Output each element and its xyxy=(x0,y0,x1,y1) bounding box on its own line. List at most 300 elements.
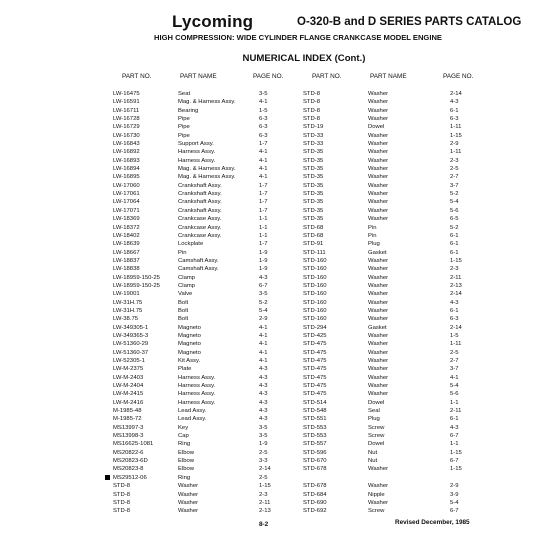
cell-part-no-2: STD-35 xyxy=(303,191,324,198)
cell-part-no-2: STD-475 xyxy=(303,349,327,356)
table-row xyxy=(0,432,550,440)
cell-part-no: LW-18959-150-25 xyxy=(113,282,160,289)
cell-page-no: 3-5 xyxy=(259,433,268,440)
cell-page-no: 1-1 xyxy=(259,216,268,223)
table-row xyxy=(0,407,550,415)
cell-part-no: MS13998-3 xyxy=(113,433,144,440)
cell-part-no-2: STD-33 xyxy=(303,141,324,148)
cell-page-no: 6-7 xyxy=(259,282,268,289)
cell-part-name: Harness Assy. xyxy=(178,399,216,406)
cell-part-no-2: STD-111 xyxy=(303,249,326,256)
cell-page-no-2: 6-7 xyxy=(450,433,459,440)
cell-part-no: LW-M-2375 xyxy=(113,366,144,373)
cell-part-name: Harness Assy. xyxy=(178,157,216,164)
table-row xyxy=(0,449,550,457)
cell-part-no: LW-31H.75 xyxy=(113,307,143,314)
cell-part-name: Crankshaft Assy. xyxy=(178,199,222,206)
cell-page-no: 4-3 xyxy=(259,383,268,390)
cell-part-no: STD-8 xyxy=(113,508,131,515)
cell-part-no-2: STD-160 xyxy=(303,299,327,306)
catalog-title: O-320-B and D SERIES PARTS CATALOG xyxy=(297,16,522,28)
cell-part-no: LW-16729 xyxy=(113,124,140,131)
cell-part-no-2: STD-35 xyxy=(303,166,324,173)
cell-part-name: Elbow xyxy=(178,466,195,473)
cell-part-name-2: Screw xyxy=(368,433,385,440)
cell-page-no-2: 2-11 xyxy=(450,408,462,415)
table-row xyxy=(0,232,550,240)
cell-part-name-2: Washer xyxy=(368,141,389,148)
cell-part-name: Harness Assy. xyxy=(178,383,216,390)
cell-part-name: Crankshaft Assy. xyxy=(178,207,222,214)
cell-page-no: 1-7 xyxy=(259,199,268,206)
table-row xyxy=(0,290,550,298)
cell-part-no-2: STD-160 xyxy=(303,291,327,298)
cell-part-no: LW-18959-150-25 xyxy=(113,274,160,281)
cell-part-no-2: STD-160 xyxy=(303,316,327,323)
cell-page-no-2: 1-15 xyxy=(450,449,462,456)
cell-part-no: LW-M-2404 xyxy=(113,383,144,390)
cell-part-name-2: Nut xyxy=(368,458,378,465)
table-row xyxy=(0,315,550,323)
table-row xyxy=(0,465,550,473)
table-row xyxy=(0,115,550,123)
table-row xyxy=(0,324,550,332)
table-row xyxy=(0,332,550,340)
cell-page-no-2: 5-6 xyxy=(450,391,459,398)
column-headers xyxy=(0,73,550,85)
cell-part-name: Pipe xyxy=(178,124,190,131)
table-row xyxy=(0,90,550,98)
cell-part-name: Camshaft Assy. xyxy=(178,266,219,273)
cell-part-name: Elbow xyxy=(178,458,195,465)
table-row xyxy=(0,265,550,273)
cell-page-no-2: 2-9 xyxy=(450,483,459,490)
cell-part-no-2: STD-684 xyxy=(303,491,327,498)
cell-page-no-2: 6-7 xyxy=(450,458,459,465)
cell-part-name-2: Dowel xyxy=(368,441,385,448)
cell-part-name: Ring xyxy=(178,441,191,448)
table-row xyxy=(0,365,550,373)
cell-page-no-2: 1-1 xyxy=(450,399,459,406)
table-row xyxy=(0,123,550,131)
cell-part-name: Valve xyxy=(178,291,193,298)
cell-page-no-2: 2-3 xyxy=(450,266,459,273)
cell-part-no: MS16625-1081 xyxy=(113,441,154,448)
cell-part-name: Washer xyxy=(178,499,199,506)
table-row xyxy=(0,507,550,515)
cell-part-name-2: Screw xyxy=(368,508,385,515)
cell-part-name: Support Assy. xyxy=(178,141,214,148)
cell-page-no-2: 2-5 xyxy=(450,166,459,173)
cell-part-no-2: STD-425 xyxy=(303,332,327,339)
cell-page-no-2: 5-2 xyxy=(450,191,459,198)
table-row xyxy=(0,415,550,423)
cell-part-name: Seat xyxy=(178,91,191,97)
cell-part-no: MS29512-06 xyxy=(113,474,147,481)
parts-index-table xyxy=(0,90,550,516)
cell-page-no: 2-11 xyxy=(259,499,271,506)
cell-page-no-2: 6-1 xyxy=(450,307,459,314)
cell-page-no-2: 1-15 xyxy=(450,257,462,264)
cell-page-no-2: 6-5 xyxy=(450,216,459,223)
cell-part-name-2: Washer xyxy=(368,99,389,106)
cell-part-no: LW-16894 xyxy=(113,166,140,173)
cell-part-no-2: STD-514 xyxy=(303,399,327,406)
cell-part-no-2: STD-160 xyxy=(303,257,327,264)
table-row xyxy=(0,215,550,223)
cell-part-no: LW-16711 xyxy=(113,107,140,114)
cell-part-name: Crankshaft Assy. xyxy=(178,191,222,198)
cell-part-no-2: STD-8 xyxy=(303,91,321,97)
cell-page-no-2: 1-11 xyxy=(450,341,462,348)
cell-part-name: Magneto xyxy=(178,341,201,348)
cell-part-no: LW-M-2403 xyxy=(113,374,144,381)
cell-part-no-2: STD-68 xyxy=(303,224,324,231)
cell-page-no-2: 2-7 xyxy=(450,358,459,364)
cell-part-name: Harness Assy. xyxy=(178,374,216,381)
cell-page-no: 3-5 xyxy=(259,424,268,431)
cell-part-name-2: Washer xyxy=(368,374,389,381)
cell-part-no: LW-17071 xyxy=(113,207,140,214)
cell-part-no: LW-349365-3 xyxy=(113,332,149,339)
cell-part-no-2: STD-35 xyxy=(303,149,324,156)
cell-page-no-2: 2-13 xyxy=(450,282,462,289)
cell-part-name-2: Washer xyxy=(368,499,389,506)
cell-part-no: LW-16728 xyxy=(113,116,140,123)
table-row xyxy=(0,349,550,357)
cell-part-no: LW-17064 xyxy=(113,199,140,206)
cell-part-name: Key xyxy=(178,424,189,431)
cell-part-no-2: STD-553 xyxy=(303,424,327,431)
cell-page-no-2: 6-3 xyxy=(450,316,459,323)
cell-page-no-2: 4-3 xyxy=(450,299,459,306)
cell-part-no-2: STD-8 xyxy=(303,99,321,106)
table-row xyxy=(0,474,550,482)
cell-part-no: LW-31H.75 xyxy=(113,299,143,306)
cell-part-no-2: STD-35 xyxy=(303,207,324,214)
cell-part-no-2: STD-35 xyxy=(303,216,324,223)
cell-page-no: 1-7 xyxy=(259,191,268,198)
cell-part-name: Lead Assy. xyxy=(178,416,207,423)
cell-part-name-2: Plug xyxy=(368,416,380,423)
cell-part-name: Camshaft Assy. xyxy=(178,257,219,264)
cell-part-name-2: Washer xyxy=(368,307,389,314)
cell-part-name: Lockplate xyxy=(178,241,204,248)
cell-page-no: 2-3 xyxy=(259,491,268,498)
cell-part-no-2: STD-678 xyxy=(303,466,327,473)
cell-part-name-2: Washer xyxy=(368,191,389,198)
cell-page-no: 5-4 xyxy=(259,307,268,314)
cell-page-no-2: 4-3 xyxy=(450,424,459,431)
header-part-no: PART NO. xyxy=(122,73,152,80)
cell-part-name-2: Washer xyxy=(368,274,389,281)
cell-part-no: M-1985-72 xyxy=(113,416,142,423)
cell-part-no: LW-16893 xyxy=(113,157,140,164)
cell-part-name-2: Pin xyxy=(368,232,377,239)
cell-part-no-2: STD-553 xyxy=(303,433,327,440)
table-row xyxy=(0,190,550,198)
cell-part-name: Mag. & Harness Assy. xyxy=(178,166,236,173)
cell-page-no-2: 1-15 xyxy=(450,466,462,473)
header-page-no: PAGE NO. xyxy=(253,73,284,80)
cell-page-no-2: 2-5 xyxy=(450,349,459,356)
cell-page-no-2: 6-7 xyxy=(450,508,459,515)
cell-part-no: LW-51360-29 xyxy=(113,341,149,348)
cell-page-no: 1-9 xyxy=(259,257,268,264)
cell-part-no-2: STD-35 xyxy=(303,182,324,189)
cell-part-no-2: STD-33 xyxy=(303,132,324,139)
cell-part-name-2: Washer xyxy=(368,157,389,164)
cell-part-name-2: Dowel xyxy=(368,399,385,406)
table-row xyxy=(0,182,550,190)
cell-part-name-2: Washer xyxy=(368,116,389,123)
cell-page-no: 3-5 xyxy=(259,91,268,97)
cell-part-name-2: Washer xyxy=(368,182,389,189)
cell-part-name-2: Washer xyxy=(368,174,389,181)
cell-page-no-2: 2-11 xyxy=(450,274,462,281)
cell-page-no-2: 3-7 xyxy=(450,182,459,189)
cell-part-no-2: STD-91 xyxy=(303,241,324,248)
cell-part-no: LW-M-2416 xyxy=(113,399,144,406)
cell-part-name-2: Washer xyxy=(368,199,389,206)
cell-part-no-2: STD-596 xyxy=(303,449,327,456)
cell-part-name-2: Washer xyxy=(368,166,389,173)
cell-part-no: STD-8 xyxy=(113,483,131,490)
cell-part-no-2: STD-475 xyxy=(303,358,327,364)
cell-part-name: Crankcase Assy. xyxy=(178,224,222,231)
cell-part-name-2: Washer xyxy=(368,341,389,348)
cell-page-no: 6-3 xyxy=(259,116,268,123)
cell-page-no-2: 2-14 xyxy=(450,91,462,97)
cell-page-no: 1-5 xyxy=(259,107,268,114)
table-row xyxy=(0,249,550,257)
cell-page-no-2: 6-1 xyxy=(450,107,459,114)
brand-title: Lycoming xyxy=(172,12,254,31)
cell-part-no-2: STD-475 xyxy=(303,374,327,381)
cell-page-no: 2-14 xyxy=(259,466,271,473)
cell-part-name: Crankcase Assy. xyxy=(178,232,222,239)
cell-part-no: LW-18838 xyxy=(113,266,140,273)
cell-part-name-2: Washer xyxy=(368,216,389,223)
cell-page-no: 3-3 xyxy=(259,458,268,465)
cell-page-no: 2-13 xyxy=(259,508,271,515)
cell-page-no: 4-1 xyxy=(259,358,268,364)
cell-part-no: LW-18837 xyxy=(113,257,140,264)
cell-page-no-2: 2-3 xyxy=(450,157,459,164)
table-row xyxy=(0,274,550,282)
cell-part-name: Crankcase Assy. xyxy=(178,216,222,223)
table-row xyxy=(0,282,550,290)
cell-part-no-2: STD-8 xyxy=(303,107,321,114)
cell-page-no: 1-9 xyxy=(259,249,268,256)
cell-page-no: 4-3 xyxy=(259,391,268,398)
revision-note: Revised December, 1985 xyxy=(395,519,470,526)
cell-part-name-2: Gasket xyxy=(368,324,387,331)
table-row xyxy=(0,482,550,490)
cell-part-no-2: STD-160 xyxy=(303,266,327,273)
cell-part-name-2: Washer xyxy=(368,466,389,473)
table-row xyxy=(0,98,550,106)
cell-page-no: 2-9 xyxy=(259,316,268,323)
cell-part-name: Bolt xyxy=(178,307,189,314)
cell-part-no-2: STD-160 xyxy=(303,282,327,289)
cell-part-name: Ring xyxy=(178,474,191,481)
table-row xyxy=(0,374,550,382)
cell-part-no-2: STD-19 xyxy=(303,124,324,131)
table-row xyxy=(0,307,550,315)
table-row xyxy=(0,173,550,181)
cell-page-no: 6-3 xyxy=(259,132,268,139)
cell-page-no: 4-1 xyxy=(259,157,268,164)
cell-part-no-2: STD-160 xyxy=(303,307,327,314)
cell-part-name-2: Plug xyxy=(368,241,380,248)
cell-page-no: 2-5 xyxy=(259,474,268,481)
cell-part-name: Pin xyxy=(178,249,187,256)
cell-page-no: 1-7 xyxy=(259,141,268,148)
cell-part-no: MS13997-3 xyxy=(113,424,144,431)
cell-part-no-2: STD-692 xyxy=(303,508,327,515)
cell-page-no-2: 6-1 xyxy=(450,232,459,239)
cell-part-name-2: Nipple xyxy=(368,491,385,498)
cell-page-no-2: 5-2 xyxy=(450,224,459,231)
cell-page-no: 4-3 xyxy=(259,366,268,373)
table-row xyxy=(0,240,550,248)
cell-part-no-2: STD-475 xyxy=(303,383,327,390)
cell-page-no-2: 6-1 xyxy=(450,249,459,256)
cell-part-no: LW-18639 xyxy=(113,241,140,248)
cell-part-name-2: Washer xyxy=(368,349,389,356)
cell-page-no-2: 2-7 xyxy=(450,174,459,181)
revision-marker-icon xyxy=(105,475,110,480)
cell-part-no: LW-18667 xyxy=(113,249,140,256)
cell-part-name-2: Screw xyxy=(368,424,385,431)
cell-part-no: LW-18369 xyxy=(113,216,140,223)
table-row xyxy=(0,424,550,432)
cell-page-no-2: 1-15 xyxy=(450,132,462,139)
cell-page-no-2: 6-3 xyxy=(450,116,459,123)
header-part-no-2: PART NO. xyxy=(312,73,342,80)
table-row xyxy=(0,198,550,206)
cell-page-no: 1-1 xyxy=(259,224,268,231)
cell-part-no-2: STD-294 xyxy=(303,324,327,331)
cell-part-name: Mag. & Harness Assy. xyxy=(178,99,236,106)
cell-part-name: Pipe xyxy=(178,116,190,123)
cell-part-no-2: STD-475 xyxy=(303,341,327,348)
table-row xyxy=(0,382,550,390)
cell-part-name-2: Washer xyxy=(368,91,389,97)
cell-part-no: LW-16591 xyxy=(113,99,140,106)
table-row xyxy=(0,399,550,407)
cell-page-no: 4-1 xyxy=(259,174,268,181)
cell-part-name: Lead Assy. xyxy=(178,408,207,415)
page-number: 8-2 xyxy=(259,521,269,528)
cell-part-name-2: Washer xyxy=(368,107,389,114)
cell-part-name: Mag. & Harness Assy. xyxy=(178,174,236,181)
table-row xyxy=(0,357,550,365)
cell-page-no: 1-7 xyxy=(259,241,268,248)
cell-part-no: LW-16895 xyxy=(113,174,140,181)
cell-page-no-2: 6-1 xyxy=(450,241,459,248)
cell-part-name-2: Washer xyxy=(368,132,389,139)
cell-page-no-2: 2-9 xyxy=(450,141,459,148)
cell-part-name-2: Washer xyxy=(368,366,389,373)
cell-page-no-2: 1-5 xyxy=(450,332,459,339)
cell-page-no: 4-1 xyxy=(259,166,268,173)
cell-part-no: MS20822-6 xyxy=(113,449,144,456)
cell-page-no: 4-1 xyxy=(259,99,268,106)
cell-part-name: Pipe xyxy=(178,132,190,139)
cell-part-name-2: Washer xyxy=(368,207,389,214)
cell-part-no-2: STD-690 xyxy=(303,499,327,506)
cell-page-no: 3-5 xyxy=(259,291,268,298)
cell-part-name-2: Washer xyxy=(368,266,389,273)
header-part-name-2: PART NAME xyxy=(370,73,407,80)
cell-part-name: Magneto xyxy=(178,332,201,339)
cell-page-no-2: 5-4 xyxy=(450,499,459,506)
cell-part-name-2: Washer xyxy=(368,332,389,339)
cell-part-name-2: Washer xyxy=(368,149,389,156)
cell-page-no-2: 6-1 xyxy=(450,416,459,423)
table-row xyxy=(0,207,550,215)
table-row xyxy=(0,257,550,265)
cell-part-no-2: STD-557 xyxy=(303,441,327,448)
table-row xyxy=(0,299,550,307)
cell-part-name-2: Pin xyxy=(368,224,377,231)
cell-page-no: 4-3 xyxy=(259,399,268,406)
table-row xyxy=(0,390,550,398)
cell-page-no: 1-7 xyxy=(259,182,268,189)
cell-page-no: 4-3 xyxy=(259,374,268,381)
cell-part-name: Kit Assy. xyxy=(178,358,201,364)
cell-page-no-2: 5-4 xyxy=(450,199,459,206)
cell-part-name: Bearing xyxy=(178,107,199,114)
cell-part-name: Bolt xyxy=(178,299,189,306)
table-row xyxy=(0,165,550,173)
cell-part-name: Crankshaft Assy. xyxy=(178,182,222,189)
cell-part-no: LW-18372 xyxy=(113,224,140,231)
cell-part-name: Elbow xyxy=(178,449,195,456)
cell-part-no-2: STD-35 xyxy=(303,174,324,181)
cell-part-name: Magneto xyxy=(178,324,201,331)
cell-part-name: Harness Assy. xyxy=(178,391,216,398)
cell-part-no: MS20823-6D xyxy=(113,458,148,465)
cell-page-no: 1-15 xyxy=(259,483,271,490)
table-row xyxy=(0,148,550,156)
cell-page-no-2: 4-1 xyxy=(450,374,459,381)
cell-part-no: M-1985-48 xyxy=(113,408,142,415)
cell-part-no-2: STD-35 xyxy=(303,157,324,164)
cell-page-no: 4-3 xyxy=(259,274,268,281)
cell-part-no: LW-17060 xyxy=(113,182,140,189)
cell-part-no: LW-M-2415 xyxy=(113,391,144,398)
cell-part-no: MS20823-8 xyxy=(113,466,144,473)
table-row xyxy=(0,491,550,499)
cell-page-no: 2-5 xyxy=(259,449,268,456)
cell-part-name: Plate xyxy=(178,366,192,373)
cell-page-no: 4-1 xyxy=(259,341,268,348)
cell-part-no-2: STD-548 xyxy=(303,408,327,415)
cell-part-no: STD-8 xyxy=(113,499,131,506)
cell-page-no-2: 1-11 xyxy=(450,149,462,156)
cell-part-no-2: STD-551 xyxy=(303,416,327,423)
cell-part-name: Clamp xyxy=(178,282,196,289)
cell-part-no: LW-38.75 xyxy=(113,316,138,323)
cell-page-no: 6-3 xyxy=(259,124,268,131)
cell-part-name-2: Washer xyxy=(368,316,389,323)
table-row xyxy=(0,340,550,348)
table-row xyxy=(0,140,550,148)
cell-page-no-2: 4-3 xyxy=(450,99,459,106)
